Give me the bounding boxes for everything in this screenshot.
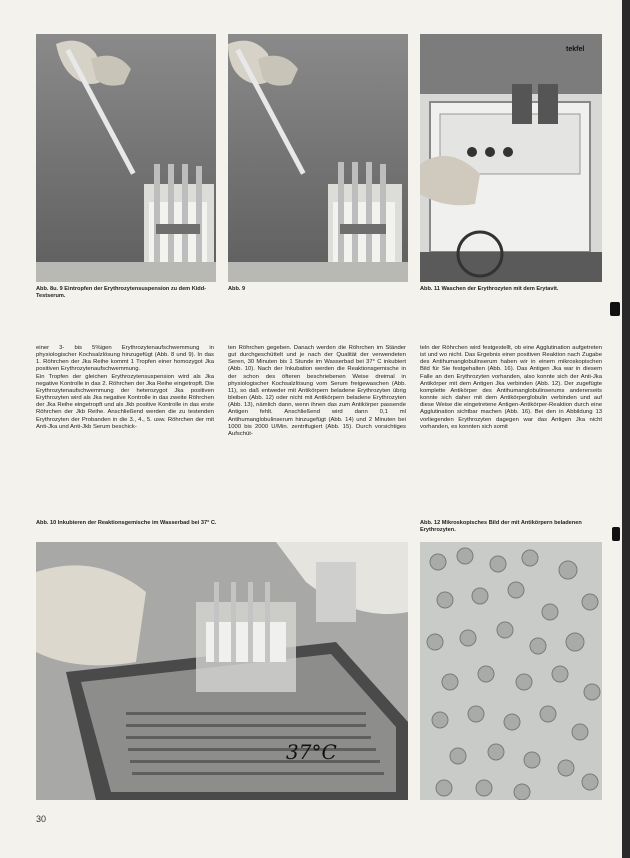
page-edge [622,0,630,858]
text-column-2 [228,345,406,497]
page-number: 30 [36,814,47,824]
photo-wasserbad [36,542,408,800]
photo-eintropfen-2 [228,34,408,282]
page-edge-tab [610,302,620,316]
page-edge-tab [612,527,620,541]
text-column-3 [420,345,602,497]
photo-mikroskop-erythrozyten [420,542,602,800]
waterbath-temperature-label: 37°C [286,740,337,764]
photo-eintropfen-1 [36,34,216,282]
caption-abb-10: Abb. 10 Inkubieren der Reaktionsgemische im Wasserbad bei 37° C. [36,520,217,526]
caption-abb-11: Abb. 11 Waschen der Erythrozyten mit dem Erytavit. [420,286,559,292]
machine-brand-label: tekfel [566,46,585,53]
paragraph: einer 3- bis 5%igen Erythrozytenaufschwemmung in physiologischer Kochsalzlösung hinzugefügt (Abb. 8 und 9). In das 1. Röhrchen der Jka Reihe kommt 1 Tropfen einer homozygot Jka positiven Erythrozytenaufschwemmung. [36,345,214,373]
caption-abb-9: Abb. 9 [228,286,246,292]
paragraph: ten Röhrchen gegeben. Danach werden die Röhrchen im Ständer gut durchgeschüttelt und je nach der Qualität der verwendeten Seren, 30 Minuten bis 1 Stunde im Wasserbad bei 37° C inkubiert (Abb. 10). Nach der Inkubation werden die Reaktionsgemische in der schon des öfteren beschriebenen Weise dreimal in physiologischer Kochsalzlösung vom Serum freigewaschen (Abb. 11), so daß entweder mit Antikörpern beladene Erythrozyten übrig bleiben (Abb. 12) oder nicht mit Antikörpern beladene Erythrozyten (Abb. 13), nämlich dann, wenn ihnen das zum Antikörper passende Antigen fehlt. Anschließend wird dann 0,1 ml Antihumanglobulinserum hinzugefügt (Abb. 14) und 2 Minuten bei 1000 bis 2000 U/Min. zentrifugiert (Abb. 15). Durch vorsichtiges Aufschüt- [228,345,406,437]
caption-abb-8: Abb. 8u. 9 Eintropfen der Erythrozytensuspension zu dem Kidd-Testserum. [36,286,207,299]
paragraph: Ein Tropfen der gleichen Erythrozytensuspension wird als Jka negative Kontrolle in das 2. Röhrchen der Jka Reihe eingetropft. Die Erythrozytenaufschwemmung der heterozygot Jka positiven Erythrozyten wird als Jka negative Kontrolle in das zweite Röhrchen der Jka Reihe eingetropft und als Jkb positive Kontrolle in das erste Röhrchen der Jkb Reihe. Anschließend werden die zu testenden Erythrozyten der Probanden in die 3., 4., 5. usw. Röhrchen der mit Anti-Jka und Anti-Jkb Serum beschick- [36,373,214,430]
caption-abb-12: Abb. 12 Mikroskopisches Bild der mit Antikörpern beladenen Erythrozyten. [420,520,582,533]
text-column-1 [36,345,214,497]
photo-waschen-zentrifuge [420,34,602,282]
paragraph: teln der Röhrchen wird festgestellt, ob eine Agglutination aufgetreten ist und wo nicht. Das Ergebnis einer positiven Reaktion nach Zugabe des Antihumanglobulinserum haben wir in einem mikroskopischen Bild für Sie festgehalten (Abb. 16). Das Antigen Jka war in diesem Falle an den Erythrozyten vorhanden, also konnte sich der Anti-Jka Antikörper mit dem Antigen Jka verbinden (Abb. 12). Der zugefügte komplette Antikörper des Antihumanglobulinserums andererseits konnte sich daher mit dem Antikörperglobulin verbinden und auf diese Weise die eingetretene Antigen-Antikörper-Reaktion durch eine Agglutination sichtbar machen (Abb. 16). Bei den in Abbildung 13 vorliegenden Erythrozyten dagegen war das Antigen Jka nicht vorhanden, es konnten sich somit [420,345,602,430]
